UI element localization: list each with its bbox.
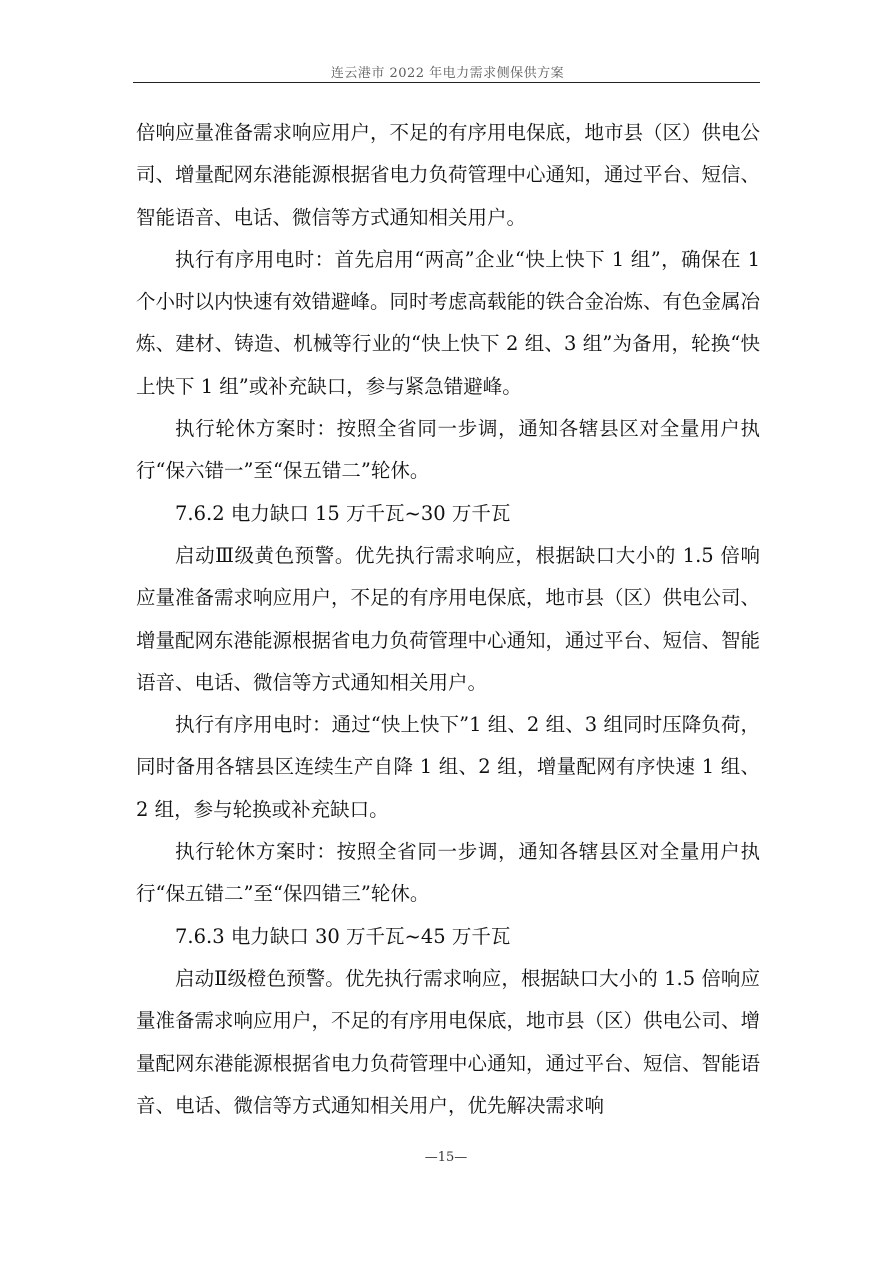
section-heading: 7.6.2 电力缺口 15 万千瓦~30 万千瓦 xyxy=(175,501,511,525)
paragraph: 执行有序用电时：首先启用“两高”企业“快上快下 1 组”，确保在 1 个小时以内快速有效错避峰。同时考虑高载能的铁合金冶炼、有色金属冶炼、建材、铸造、机械等行业的“快上快下 2 组、3 组”为备用，轮换“快上快下 1 组”或补充缺口，参与紧急错避峰。 xyxy=(136,247,761,398)
document-body xyxy=(136,112,760,1127)
paragraph: 启动Ⅲ级黄色预警。优先执行需求响应，根据缺口大小的 1.5 倍响应量准备需求响应用户，不足的有序用电保底，地市县（区）供电公司、增量配网东港能源根据省电力负荷管理中心通知，通过平台、短信、智能语音、电话、微信等方式通知相关用户。 xyxy=(136,543,761,694)
page-number: —15— xyxy=(424,1150,468,1165)
page-header-title: 连云港市 2022 年电力需求侧保供方案 xyxy=(330,66,565,81)
paragraph: 执行有序用电时：通过“快上快下”1 组、2 组、3 组同时压降负荷，同时备用各辖县区连续生产自降 1 组、2 组，增量配网有序快速 1 组、2 组，参与轮换或补充缺口。 xyxy=(136,713,760,821)
paragraph: 倍响应量准备需求响应用户，不足的有序用电保底，地市县（区）供电公司、增量配网东港能源根据省电力负荷管理中心通知，通过平台、短信、智能语音、电话、微信等方式通知相关用户。 xyxy=(136,121,761,229)
paragraph: 启动Ⅱ级橙色预警。优先执行需求响应，根据缺口大小的 1.5 倍响应量准备需求响应用户，不足的有序用电保底，地市县（区）供电公司、增量配网东港能源根据省电力负荷管理中心通知，通过平台、短信、智能语音、电话、微信等方式通知相关用户，优先解决需求响 xyxy=(136,966,761,1117)
section-heading: 7.6.3 电力缺口 30 万千瓦~45 万千瓦 xyxy=(175,924,511,948)
paragraph: 执行轮休方案时：按照全省同一步调，通知各辖县区对全量用户执行“保六错一”至“保五错二”轮休。 xyxy=(136,417,760,483)
paragraph: 执行轮休方案时：按照全省同一步调，通知各辖县区对全量用户执行“保五错二”至“保四错三”轮休。 xyxy=(136,840,760,906)
header-divider xyxy=(133,82,760,83)
